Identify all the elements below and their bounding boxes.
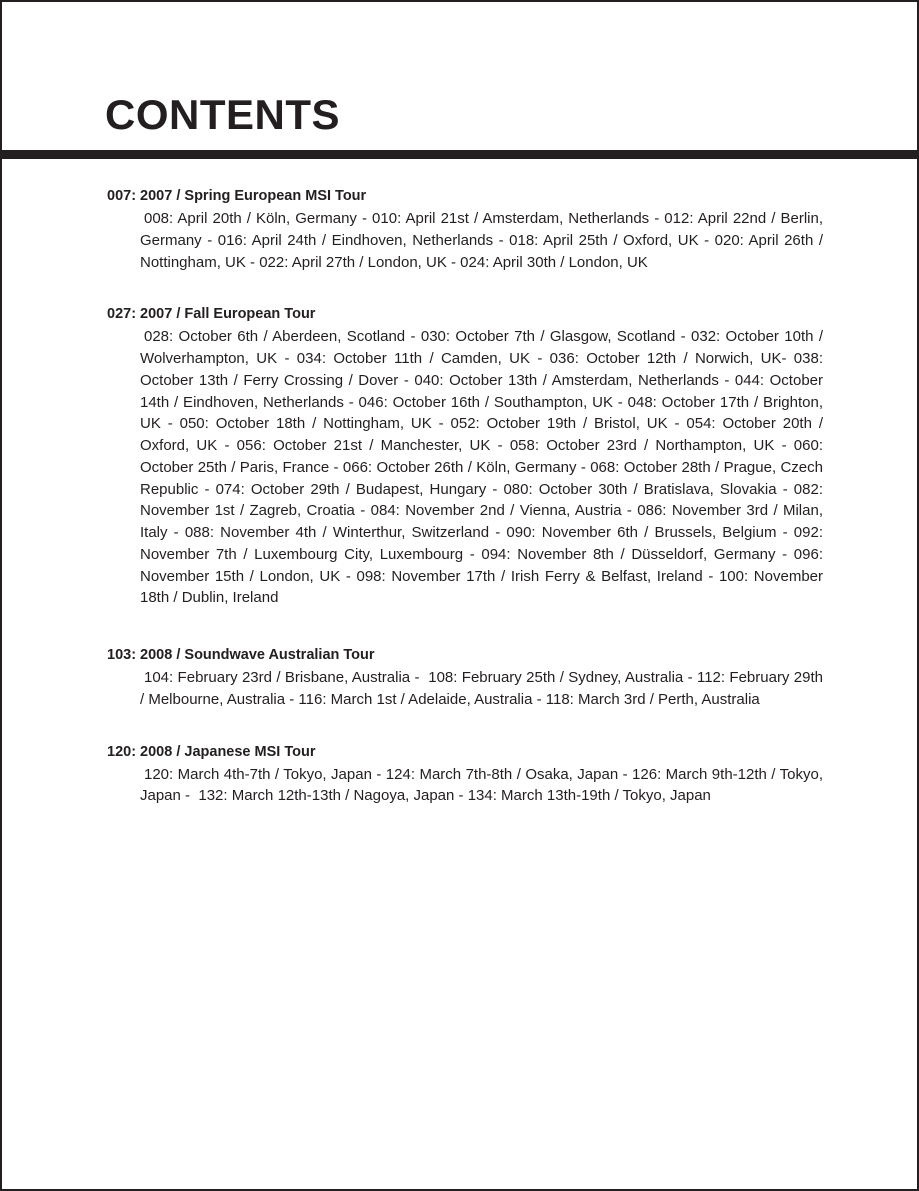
toc-section-entries: 028: October 6th / Aberdeen, Scotland - 030: October 7th / Glasgow, Scotland - 032: October 10th / Wolverhampton, UK - 034: October 11th / Camden, UK - 036: October 12th / Norwich, UK- 038: October 13th / Ferry Crossing / Dover - 040: October 13th / Amsterdam, Netherlands - 044: October 14th / Eindhoven, Netherlands - 046: October 16th / Southampton, UK - 048: October 17th / Brighton, UK - 050: October 18th / Nottingham, UK - 052: October 19th / Bristol, UK - 054: October 20th / Oxford, UK - 056: October 21st / Manchester, UK - 058: October 23rd / Northampton, UK - 060: October 25th / Paris, France - 066: October 26th / Köln, Germany - 068: October 28th / Prague, Czech Republic - 074: October 29th / Budapest, Hungary - 080: October 30th / Bratislava, Slovakia - 082: November 1st / Zagreb, Croatia - 084: November 2nd / Vienna, Austria - 086: November 3rd / Milan, Italy - 088: November 4th / Winterthur, Switzerland - 090: November 6th / Brussels, Belgium - 092: November 7th / Luxembourg City, Luxembourg - 094: November 8th / Düsseldorf, Germany - 096: November 15th / London, UK - 098: November 17th / Irish Ferry & Belfast, Ireland - 100: November 18th / Dublin, Ireland [140,328,828,607]
page-title-block [105,91,340,138]
toc-section-entries: 120: March 4th-7th / Tokyo, Japan - 124: March 7th-8th / Osaka, Japan - 126: March 9th-12th / Tokyo, Japan - 132: March 12th-13th / Nagoya, Japan - 134: March 13th-19th / Tokyo, Japan [140,765,828,805]
page-title: CONTENTS [105,91,340,138]
toc-section-entries: 008: April 20th / Köln, Germany - 010: April 21st / Amsterdam, Netherlands - 012: April 22nd / Berlin, Germany - 016: April 24th / Eindhoven, Netherlands - 018: April 25th / Oxford, UK - 020: April 26th / Nottingham, UK - 022: April 27th / London, UK - 024: April 30th / London, UK [140,210,828,271]
toc-section-entries: 104: February 23rd / Brisbane, Australia - 108: February 25th / Sydney, Australia - 112: February 29th / Melbourne, Australia - 116: March 1st / Adelaide, Australia - 118: March 3rd / Perth, Australia [140,669,828,708]
title-divider-rule [2,150,917,159]
toc-section-heading[interactable]: 103: 2008 / Soundwave Australian Tour [107,647,375,664]
toc-section-heading[interactable]: 120: 2008 / Japanese MSI Tour [107,743,316,760]
toc-section [107,645,828,711]
page-content-area [2,2,917,1189]
toc-section [107,304,828,609]
toc-section [107,186,828,273]
table-of-contents [107,186,828,807]
toc-section [107,742,828,808]
toc-section-heading[interactable]: 007: 2007 / Spring European MSI Tour [107,188,367,204]
toc-section-heading[interactable]: 027: 2007 / Fall European Tour [107,306,316,323]
